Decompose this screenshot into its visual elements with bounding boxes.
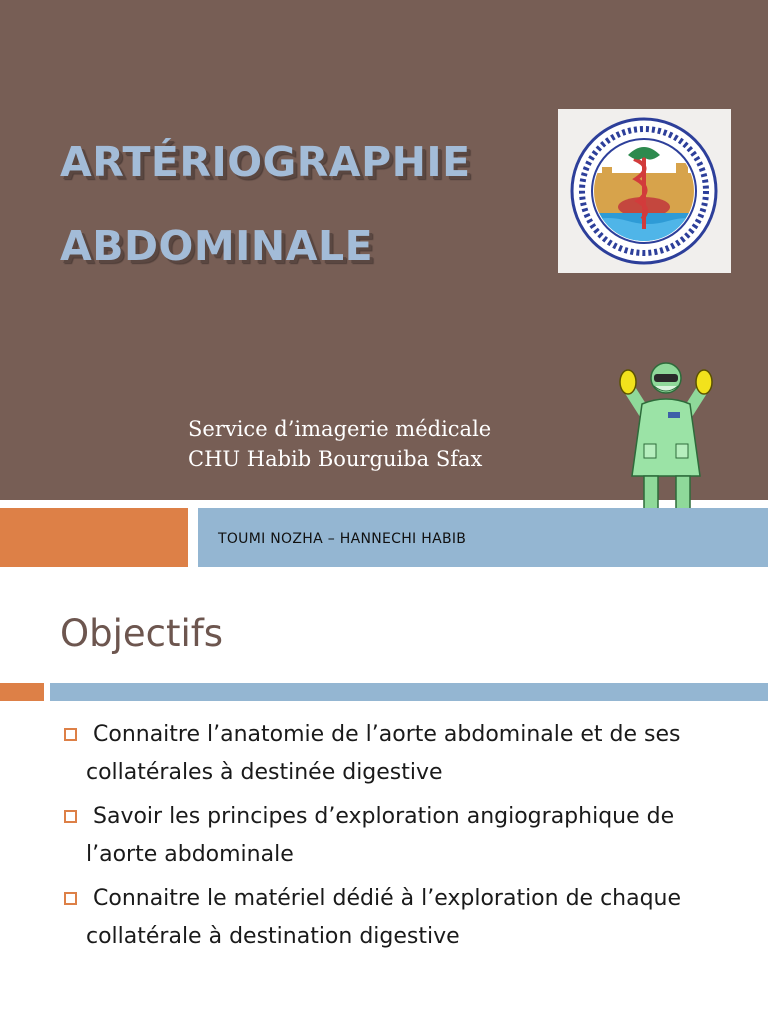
school-logo-emblem-icon xyxy=(558,109,731,273)
list-item-text: Connaitre l’anatomie de l’aorte abdominale et de ses collatérales à destinée digestive xyxy=(86,722,681,785)
slide-title-line-1: ARTÉRIOGRAPHIE xyxy=(60,138,471,186)
slide-title-line-2: ABDOMINALE xyxy=(60,222,374,270)
objectives-slide xyxy=(0,580,768,1024)
accent-bar-blue xyxy=(50,683,768,701)
hospital-name: CHU Habib Bourguiba Sfax xyxy=(188,447,483,471)
school-logo xyxy=(558,109,731,273)
hollow-square-icon xyxy=(64,810,77,823)
service-block xyxy=(188,414,491,474)
service-name: Service d’imagerie médicale xyxy=(188,417,492,441)
list-item xyxy=(58,716,738,792)
authors-label: TOUMI NOZHA – HANNECHI HABIB xyxy=(218,531,467,547)
objectives-list xyxy=(58,716,738,962)
accent-bar-orange xyxy=(0,683,44,701)
hollow-square-icon xyxy=(64,892,77,905)
list-item-text: Connaitre le matériel dédié à l’exploration de chaque collatérale à destination digestive xyxy=(86,886,682,949)
list-item xyxy=(58,880,738,956)
hollow-square-icon xyxy=(64,728,77,741)
list-item xyxy=(58,798,738,874)
list-item-text: Savoir les principes d’exploration angiographique de l’aorte abdominale xyxy=(86,804,675,867)
objectives-title: Objectifs xyxy=(60,612,224,655)
accent-bar-orange xyxy=(0,508,188,567)
